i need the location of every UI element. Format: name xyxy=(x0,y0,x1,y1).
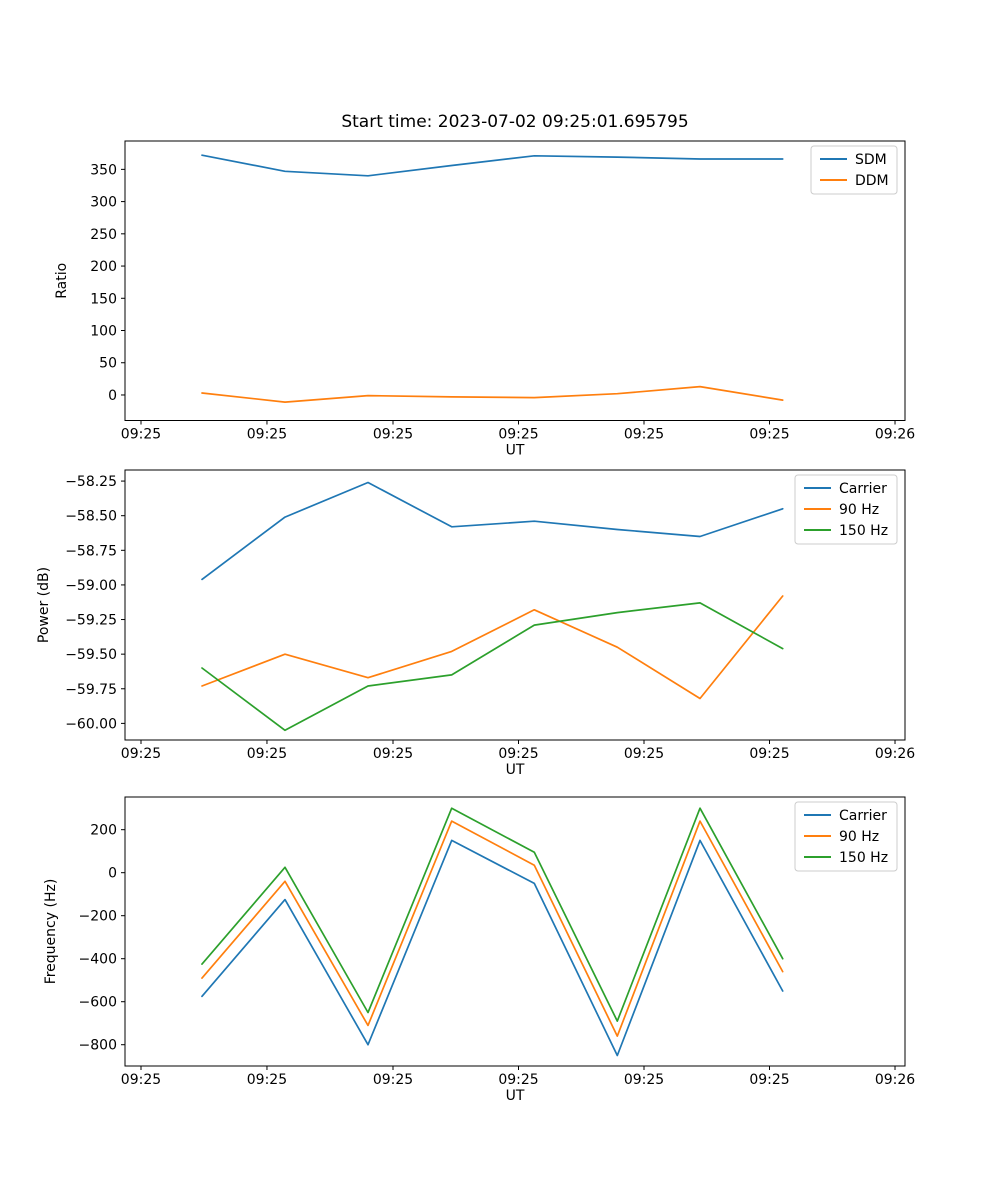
y-tick-label: −800 xyxy=(78,1037,117,1054)
x-tick-label: 09:26 xyxy=(874,1072,916,1088)
y-tick-label: 200 xyxy=(90,822,117,839)
subplot-1 xyxy=(54,141,915,459)
y-tick-label: 50 xyxy=(99,355,117,372)
legend-label: DDM xyxy=(855,173,889,189)
y-tick-label: 100 xyxy=(90,323,117,340)
x-axis-label: UT xyxy=(505,442,525,459)
subplot-3 xyxy=(43,797,915,1104)
y-tick-label: 250 xyxy=(90,226,117,243)
y-tick-label: −58.75 xyxy=(65,543,117,560)
series-line-ddm xyxy=(202,387,783,403)
x-tick-label: 09:25 xyxy=(749,746,790,762)
series-line-150-hz xyxy=(202,603,783,730)
y-tick-label: −59.00 xyxy=(65,577,117,594)
y-tick-label: −58.25 xyxy=(65,474,117,491)
y-tick-label: 200 xyxy=(90,259,117,276)
legend-label: Carrier xyxy=(839,808,887,824)
figure-title: Start time: 2023-07-02 09:25:01.695795 xyxy=(341,112,689,132)
x-tick-label: 09:25 xyxy=(623,1072,665,1088)
legend-label: 90 Hz xyxy=(839,502,880,518)
legend-label: Carrier xyxy=(839,481,887,497)
y-tick-label: −400 xyxy=(78,951,117,968)
x-tick-label: 09:25 xyxy=(246,746,288,762)
axes-frame xyxy=(125,141,905,421)
series-line-sdm xyxy=(202,155,783,176)
y-tick-label: −600 xyxy=(78,994,117,1011)
x-tick-label: 09:25 xyxy=(120,426,162,443)
x-tick-label: 09:26 xyxy=(874,426,916,443)
legend-label: 150 Hz xyxy=(839,523,889,539)
x-tick-label: 09:25 xyxy=(372,746,414,762)
x-tick-label: 09:25 xyxy=(623,426,665,443)
x-tick-label: 09:25 xyxy=(749,426,790,443)
legend-label: 150 Hz xyxy=(839,850,889,866)
y-tick-label: 350 xyxy=(90,162,117,179)
x-tick-label: 09:25 xyxy=(120,746,162,762)
x-axis-label: UT xyxy=(505,1088,525,1104)
x-tick-label: 09:25 xyxy=(749,1072,790,1088)
x-tick-label: 09:25 xyxy=(372,1072,414,1088)
y-tick-label: −200 xyxy=(78,908,117,925)
y-axis-label: Power (dB) xyxy=(36,566,52,644)
x-tick-label: 09:25 xyxy=(498,426,539,443)
y-tick-label: 300 xyxy=(90,194,117,211)
series-line-carrier xyxy=(202,840,783,1055)
legend-label: SDM xyxy=(855,152,887,168)
y-tick-label: 150 xyxy=(90,291,117,308)
y-tick-label: −58.50 xyxy=(65,508,117,525)
y-tick-label: −59.25 xyxy=(65,612,117,629)
x-tick-label: 09:25 xyxy=(120,1072,162,1088)
x-tick-label: 09:25 xyxy=(246,426,288,443)
legend-label: 90 Hz xyxy=(839,829,880,845)
series-line-carrier xyxy=(202,483,783,580)
x-tick-label: 09:25 xyxy=(498,746,539,762)
y-tick-label: −59.75 xyxy=(65,681,117,698)
y-tick-label: −60.00 xyxy=(65,716,117,733)
series-line-150-hz xyxy=(202,808,783,1021)
x-tick-label: 09:25 xyxy=(246,1072,288,1088)
x-tick-label: 09:26 xyxy=(874,746,916,762)
y-axis-label: Frequency (Hz) xyxy=(43,878,59,985)
subplot-2 xyxy=(36,470,915,778)
y-tick-label: −59.50 xyxy=(65,647,117,664)
series-line-90-hz xyxy=(202,596,783,699)
y-tick-label: 0 xyxy=(108,865,117,882)
axes-frame xyxy=(125,470,905,740)
x-axis-label: UT xyxy=(505,762,525,778)
x-tick-label: 09:25 xyxy=(623,746,665,762)
y-tick-label: 0 xyxy=(108,387,117,404)
x-tick-label: 09:25 xyxy=(372,426,414,443)
x-tick-label: 09:25 xyxy=(498,1072,539,1088)
y-axis-label: Ratio xyxy=(54,262,70,299)
